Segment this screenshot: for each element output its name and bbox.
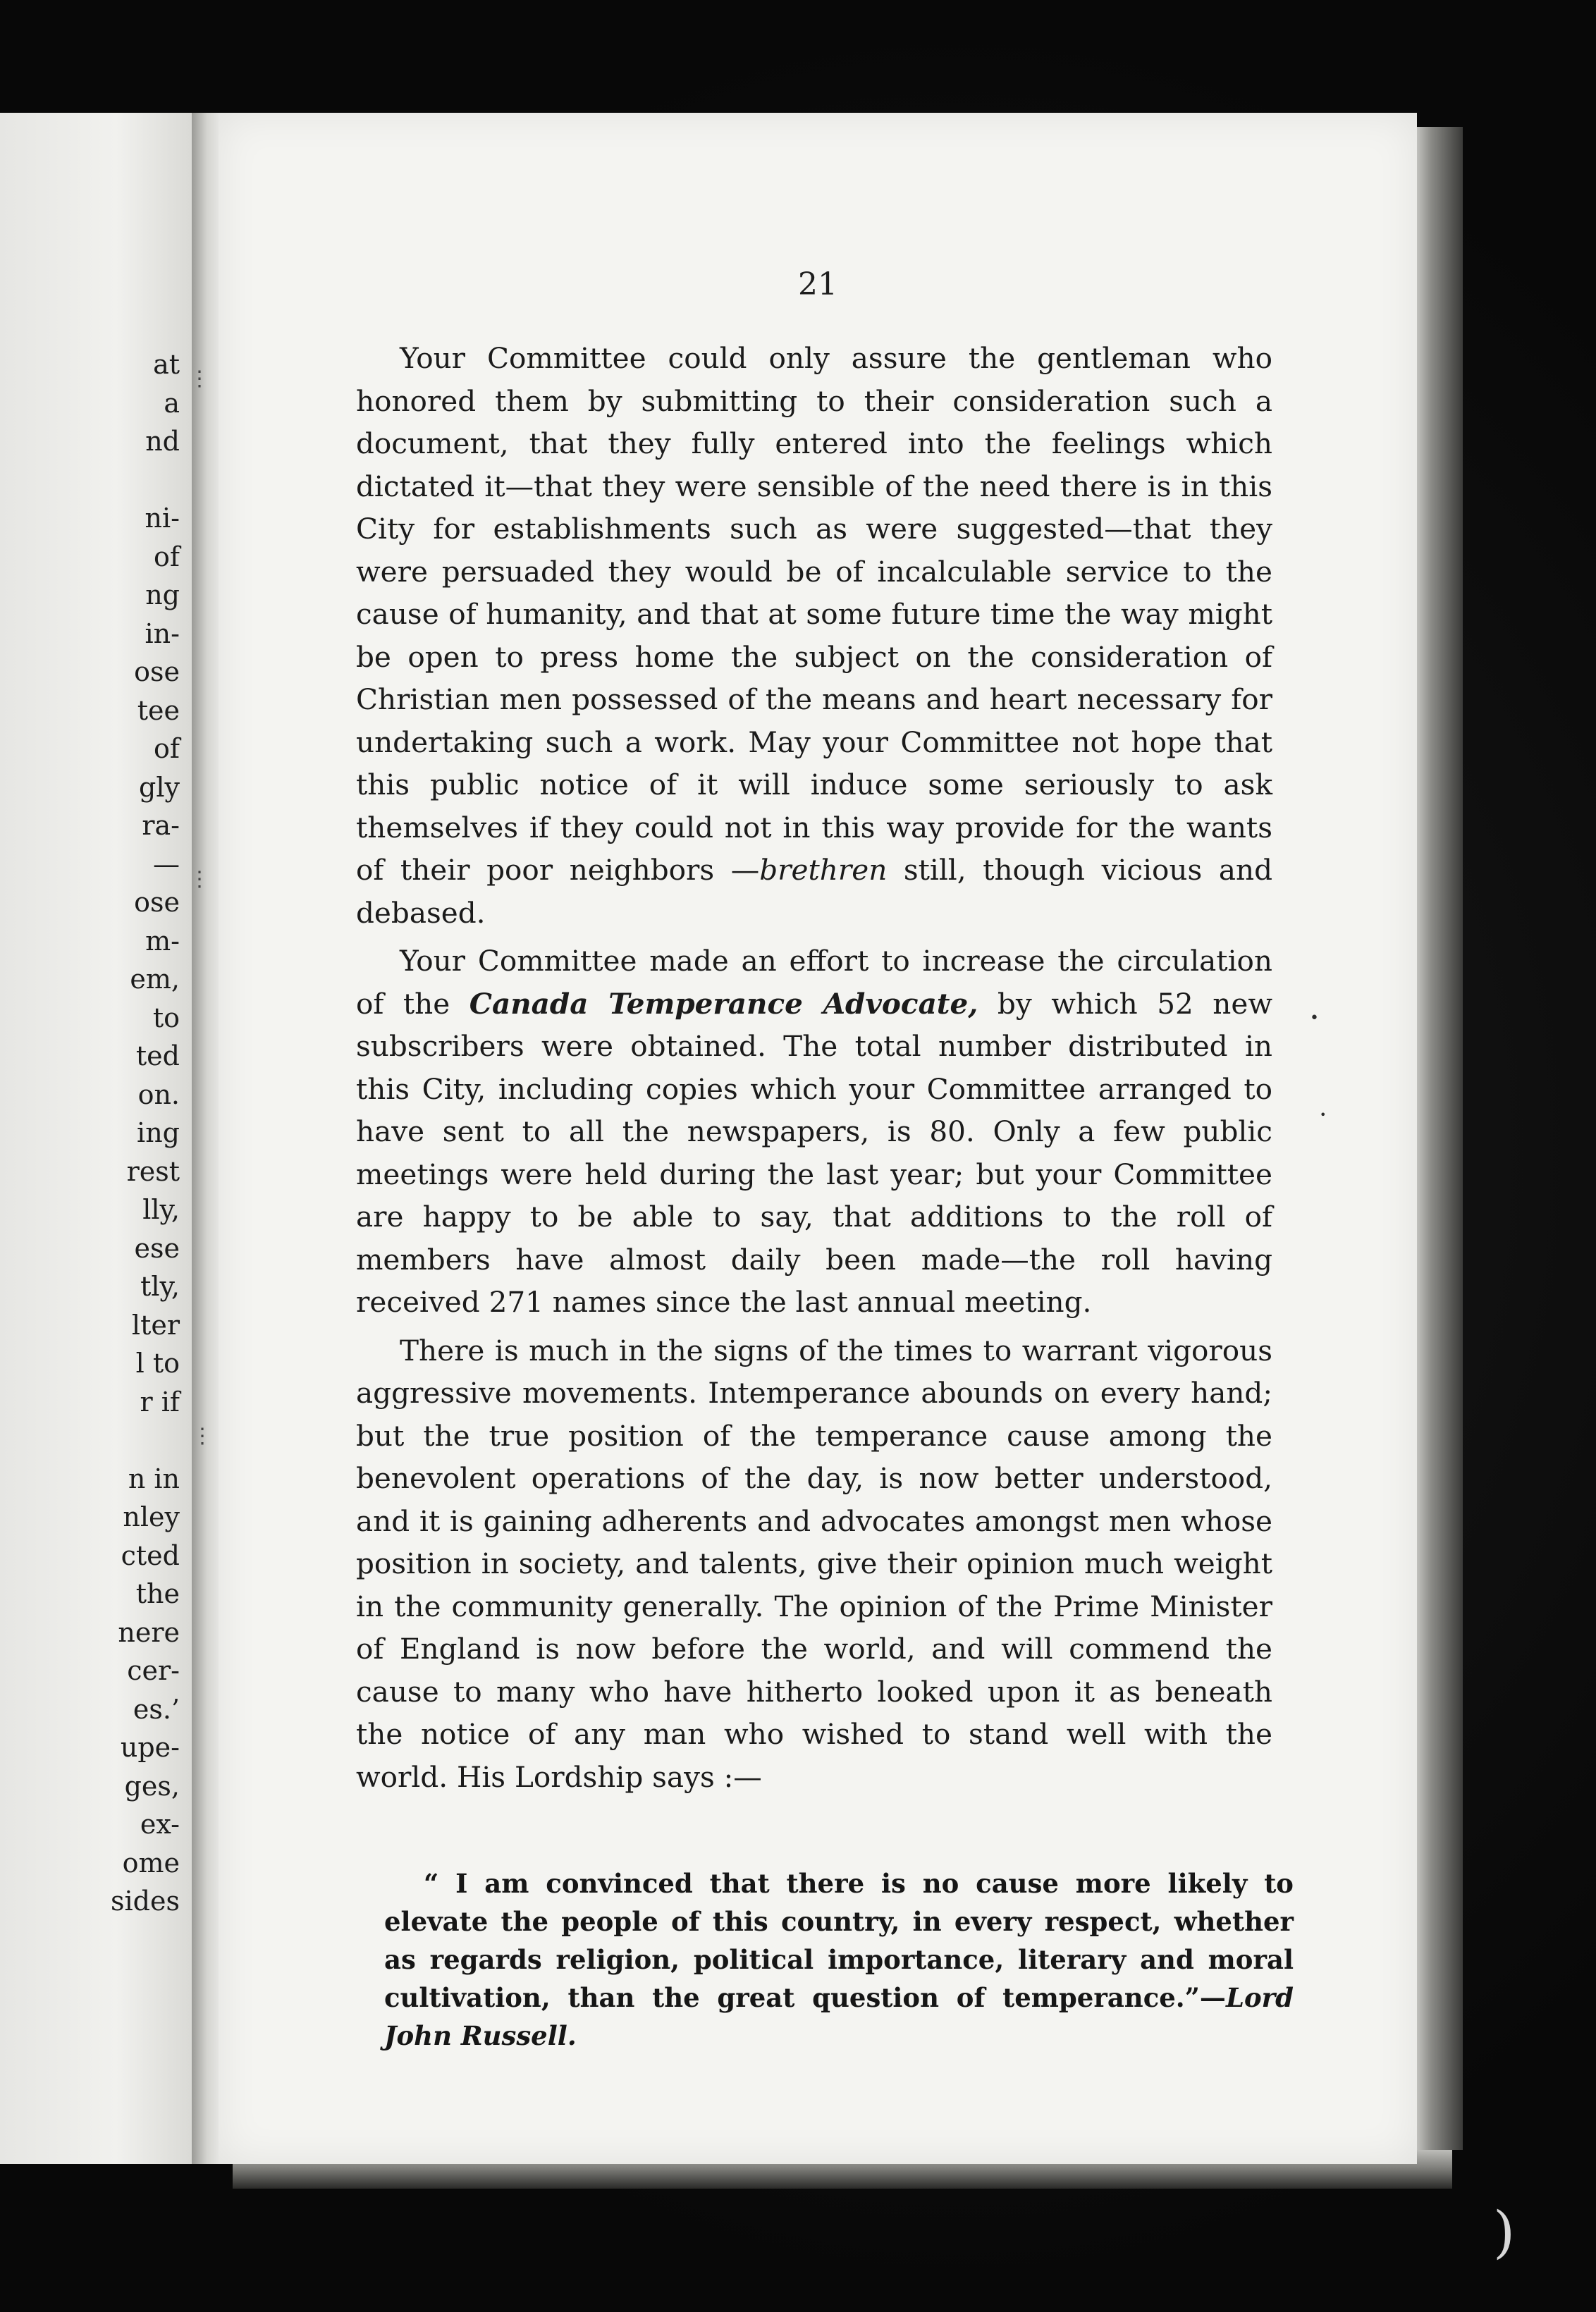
paragraph-text-before: Your Committee made an effort to increase the circulation of the [356,944,1272,1021]
margin-tick: ⋮ [192,1424,213,1449]
paragraph-text: Your Committee could only assure the gentleman who honored them by submitting to their consideration such a document, that they fully entered into the feelings which dictated it—that they were sensible of the need there is in this City for establishments such as were suggested—that they were persuaded they would be of incalculable service to the cause of humanity, and that at some future time the way might be open to press home the subject on the consideration of Christian men possessed of the means and heart necessary for undertaking such a work. May your Committee not hope that this public notice of it will induce some seriously to ask themselves if they could not in this way provide for the wants of their poor neighbors — [356,341,1272,887]
paragraph-text-after: by which 52 new subscribers were obtained. The total number distributed in this City, including copies which your Committee arranged to have sent to all the newspapers, is 80. Only a few public meetings were held during the last year; but your Committee are happy to be able to say, that additions to the roll of members have almost daily been made—the roll having received 271 names since the last annual meeting. [356,986,1272,1319]
quote-attribution: Lord John Russell. [384,1982,1294,2051]
left-fragment: nley [123,1501,180,1532]
paragraph-circulation [356,940,1272,1324]
left-fragment: rest [126,1155,180,1187]
paragraph-committee-assurance [356,337,1272,934]
paragraph-text-tail: still, though vicious and debased. [356,853,1272,930]
page-edge-right [1413,127,1463,2150]
left-fragment: sides [111,1886,180,1917]
corner-scribble: ) [1493,2199,1516,2265]
left-fragment: lter [131,1309,180,1341]
left-fragment: of [154,733,180,764]
left-fragment: ose [134,887,180,918]
margin-tick: ⋮ [189,367,210,391]
left-fragment: n in [128,1463,180,1494]
left-fragment: lly, [142,1194,180,1225]
left-fragment: ra- [142,810,180,841]
quote-text: “ I am convinced that there is no cause more likely to elevate the people of this country, in every respect, whether as regards religion, political importance, literary and moral cultivation, than the great question of temperance.”— [384,1868,1294,2013]
left-fragment: m- [145,925,180,957]
left-fragment: ted [135,1040,180,1071]
scan-speck: • [1320,1108,1327,1121]
left-fragment: nd [145,426,180,457]
left-page-text-fragments [111,345,180,1921]
left-fragment: a [164,387,180,419]
left-fragment: cer- [127,1655,180,1686]
left-fragment: tly, [140,1271,180,1302]
left-fragment: cted [121,1539,180,1571]
left-fragment [111,461,180,500]
left-fragment: ese [134,1232,180,1264]
left-fragment [111,1421,180,1460]
left-page-edge [0,113,196,2164]
right-page [219,113,1417,2164]
left-fragment: tee [137,694,180,726]
left-fragment: ex- [140,1809,180,1840]
left-fragment: of [154,541,180,572]
scan-speck: • [1310,1009,1319,1027]
left-fragment: the [135,1578,180,1609]
left-fragment: to [152,1002,180,1033]
left-fragment: em, [130,964,180,995]
left-fragment: ni- [145,503,180,534]
publication-title: Canada Temperance Advocate, [469,986,978,1021]
left-fragment: on. [137,1078,180,1110]
paragraph-signs-of-times [356,1329,1272,1799]
left-fragment: in- [145,617,180,649]
left-fragment: ing [137,1117,180,1148]
left-fragment: l to [135,1348,180,1379]
left-fragment: ome [122,1847,180,1878]
left-fragment: ges, [124,1770,180,1802]
margin-tick: ⋮ [189,867,210,892]
left-fragment: at [153,349,180,380]
paragraph-text: There is much in the signs of the times to warrant vigorous aggressive movements. Intemperance abounds on every hand; but the true position of the temperance cause among the benevolent operations of the day, is now better understood, and it is gaining adherents and advocates amongst men whose position in society, and talents, give their opinion much weight in the community generally. The opinion of the Prime Minister of England is now before the world, and will commend the cause to many who have hitherto looked upon it as beneath the notice of any man who wished to stand well with the world. His Lordship says :— [356,1333,1272,1794]
left-fragment: ng [145,579,180,610]
body-text [356,337,1272,1804]
italic-word-brethren: brethren [759,853,888,887]
left-fragment: — [153,848,180,880]
block-quote [384,1864,1294,2055]
left-fragment: nere [118,1616,180,1648]
page-number: 21 [798,266,837,302]
left-fragment: ose [134,656,180,687]
left-fragment: r if [140,1386,180,1418]
left-fragment: es.’ [133,1693,180,1725]
left-fragment: upe- [120,1732,180,1763]
left-fragment: gly [139,771,180,803]
